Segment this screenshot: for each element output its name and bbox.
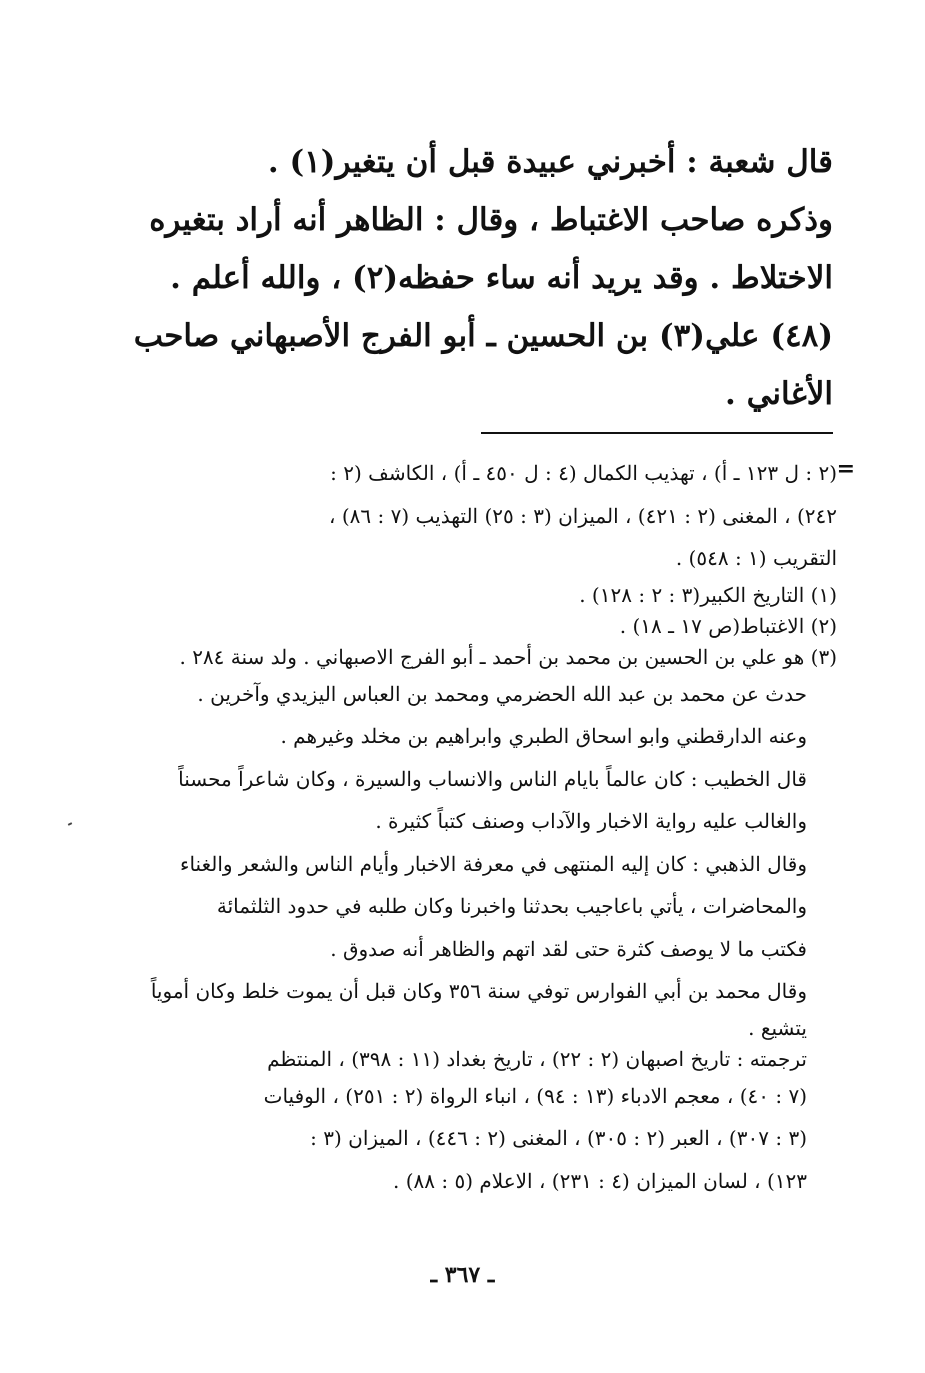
footnote-line: والغالب عليه رواية الاخبار والآداب وصنف كتباً كثيرة . bbox=[375, 809, 807, 833]
main-text-line: قال شعبة : أخبرني عبيدة قبل أن يتغير(١) . bbox=[267, 144, 833, 180]
page-number: ـ ٣٦٧ ـ bbox=[430, 1262, 495, 1288]
footnote-line: وعنه الدارقطني وابو اسحاق الطبري وابراهيم بن مخلد وغيرهم . bbox=[280, 724, 807, 748]
footnote-line: قال الخطيب : كان عالماً بايام الناس والانساب والسيرة ، وكان شاعراً محسناً bbox=[178, 766, 807, 791]
main-text-line: الاختلاط . وقد يريد أنه ساء حفظه(٢) ، والله أعلم . bbox=[170, 260, 833, 296]
footnote-line: فكتب ما لا يوصف كثرة حتى لقد اتهم والظاهر أنه صدوق . bbox=[330, 936, 807, 961]
footnote-1: (١) التاريخ الكبير(٣ : ٢ : ١٢٨) . bbox=[579, 582, 837, 607]
footnote-line: والمحاضرات ، يأتي باعاجيب بحدثنا واخبرنا وكان طلبه في حدود الثلثمائة bbox=[216, 894, 807, 918]
footnote-line: وقال محمد بن أبي الفوارس توفي سنة ٣٥٦ وكان قبل أن يموت خلط وكان أموياً bbox=[150, 979, 807, 1003]
footnote-3: (٣) هو علي بن الحسين بن محمد بن أحمد ـ أبو الفرج الاصبهاني . ولد سنة ٢٨٤ . bbox=[179, 644, 837, 669]
continuation-mark: = bbox=[836, 456, 855, 482]
entry-heading-line: الأغاني . bbox=[724, 376, 833, 412]
footnote-line: (٧ : ٤٠) ، معجم الادباء (١٣ : ٩٤) ، انباء الرواة (٢ : ٢٥١) ، الوفيات bbox=[263, 1083, 807, 1108]
scan-speck bbox=[68, 822, 72, 826]
footnote-line: (٣ : ٣٠٧) ، العبر (٢ : ٣٠٥) ، المغنى (٢ : ٤٤٦) ، الميزان (٣ : bbox=[310, 1126, 807, 1150]
footnote-line: يتشيع . bbox=[748, 1015, 807, 1040]
footnotes bbox=[137, 452, 837, 1202]
footnote-line: (٢ : ل ١٢٣ ـ أ) ، تهذيب الكمال (٤ : ل ٤٥٠ ـ أ) ، الكاشف (٢ : bbox=[330, 461, 837, 485]
footnote-2: (٢) الاغتباط(ص ١٧ ـ ١٨) . bbox=[619, 613, 837, 638]
footnote-line: ٢٤٢) ، المغنى (٢ : ٤٢١) ، الميزان (٣ : ٢٥) التهذيب (٧ : ٨٦) ، bbox=[329, 503, 837, 528]
footnote-separator bbox=[481, 432, 833, 434]
main-text-line: وذكره صاحب الاغتباط ، وقال : الظاهر أنه أراد بتغيره bbox=[149, 202, 833, 238]
footnote-line: ترجمته : تاريخ اصبهان (٢ : ٢٢) ، تاريخ بغداد (١١ : ٣٩٨) ، المنتظم bbox=[267, 1046, 807, 1071]
footnote-line: وقال الذهبي : كان إليه المنتهى في معرفة الاخبار وأيام الناس والشعر والغناء bbox=[180, 851, 807, 876]
footnote-line: ١٢٣) ، لسان الميزان (٤ : ٢٣١) ، الاعلام (٥ : ٨٨) . bbox=[393, 1168, 807, 1193]
main-text-body bbox=[113, 133, 833, 423]
entry-heading-line: (٤٨) علي(٣) بن الحسين ـ أبو الفرج الأصبهاني صاحب bbox=[133, 318, 833, 354]
footnote-line: التقريب (١ : ٥٤٨) . bbox=[675, 546, 837, 570]
footnote-line: حدث عن محمد بن عبد الله الحضرمي ومحمد بن العباس اليزيدي وآخرين . bbox=[197, 681, 807, 706]
